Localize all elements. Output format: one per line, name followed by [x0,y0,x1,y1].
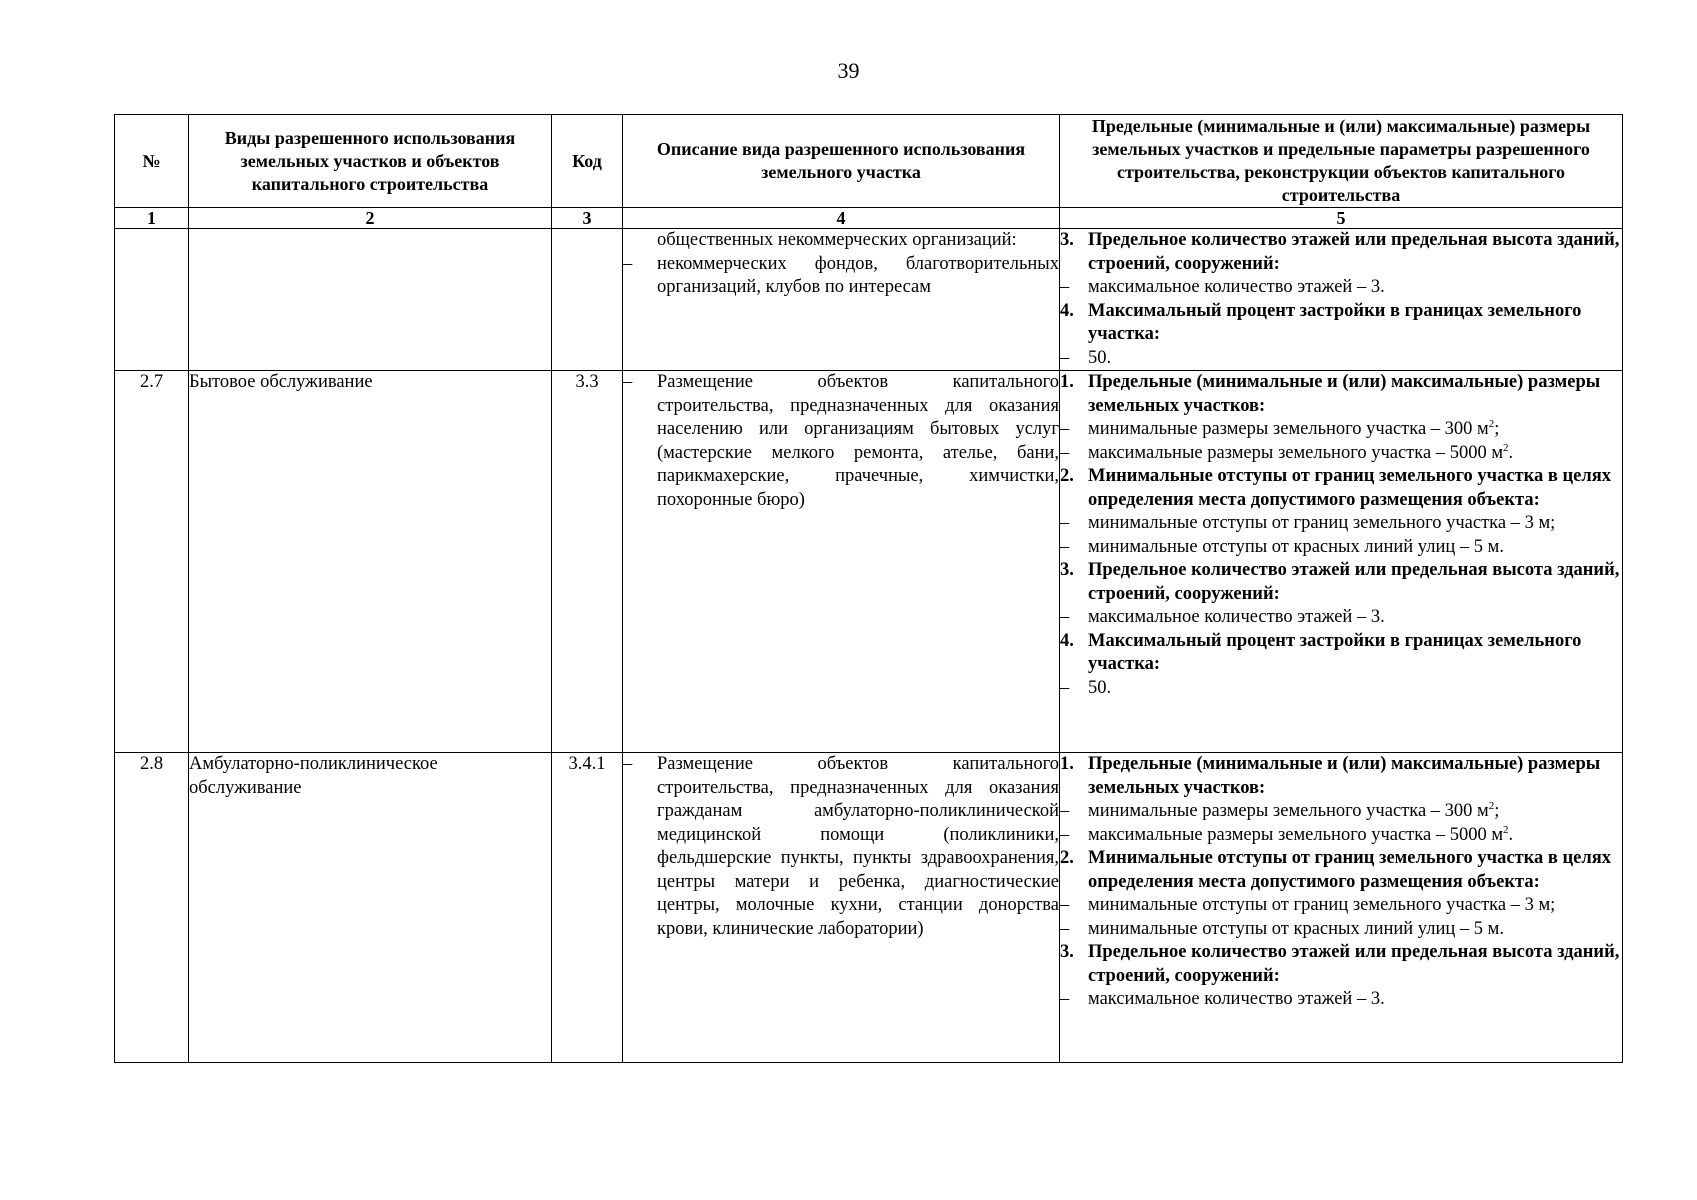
description-item: – Размещение объектов капитального строительства, предназначенных для оказания населению или организациям бытовых услуг (мастерские мелкого ремонта, ателье, бани, парикмахерские, прачечные, химчистки, похоронные бюро) [623,372,1059,510]
header-col-number: № [115,115,189,208]
use-description [623,753,1060,1063]
parameter-item: – максимальное количество этажей – 3. [1060,607,1385,627]
parameter-item: – минимальные отступы от красных линий улиц – 5 м. [1060,918,1504,939]
column-number: 5 [1060,208,1623,229]
parameter-item: – максимальное количество этажей – 3. [1060,989,1385,1009]
table-row [115,371,1623,753]
use-description [623,371,1060,753]
table-row [115,753,1623,1063]
row-number: 2.8 [115,753,189,1063]
column-number: 1 [115,208,189,229]
parameter-heading: 2. Минимальные отступы от границ земельного участка в целях определения места допустимого размещения объекта: [1060,848,1611,892]
parameter-heading: 4. Максимальный процент застройки в границах земельного участка: [1060,630,1582,674]
parameter-item: – минимальные размеры земельного участка – 300 $м^2$; [1060,799,1500,821]
use-description [623,229,1060,371]
use-parameters [1060,753,1623,1063]
use-type-name [189,229,552,371]
header-col-description: Описание вида разрешенного использования земельного участка [623,115,1060,208]
parameter-heading: 3. Предельное количество этажей или предельная высота зданий, строений, сооружений: [1060,942,1620,986]
column-number: 4 [623,208,1060,229]
column-number-row [115,208,1623,229]
column-number: 3 [552,208,623,229]
parameter-item: – минимальные отступы от границ земельного участка – 3 м; [1060,513,1556,533]
table-row [115,229,1623,371]
parameter-item: – 50. [1060,347,1112,368]
parameter-heading: 4. Максимальный процент застройки в границах земельного участка: [1060,300,1582,344]
row-number [115,229,189,371]
parameter-item: – максимальные размеры земельного участка – 5000 $м^2$. [1060,823,1514,845]
parameter-item: – 50. [1060,677,1112,698]
use-type-name: Амбулаторно-поликлиническое обслуживание [189,753,552,1063]
header-row [115,115,1623,208]
parameter-item: – минимальные размеры земельного участка – 300 $м^2$; [1060,417,1500,439]
use-code: 3.4.1 [552,753,623,1063]
use-code: 3.3 [552,371,623,753]
description-item: – некоммерческих фондов, благотворительных организаций, клубов по интересам [623,253,1059,297]
row-number: 2.7 [115,371,189,753]
parameter-heading: 1. Предельные (минимальные и (или) максимальные) размеры земельных участков: [1060,372,1601,416]
header-col-code: Код [552,115,623,208]
description-item: – Размещение объектов капитального строительства, предназначенных для оказания гражданам амбулаторно-поликлинической медицинской помощи (поликлиники, фельдшерские пункты, пункты здравоохранения, центры матери и ребенка, диагностические центры, молочные кухни, станции донорства крови, клинические лаборатории) [623,754,1059,939]
header-col-parameters: Предельные (минимальные и (или) максимальные) размеры земельных участков и предельные параметры разрешенного строительства, реконструкции объектов капитального строительства [1060,115,1623,208]
use-type-name: Бытовое обслуживание [189,371,552,753]
description-continuation: общественных некоммерческих организаций: [657,230,1017,250]
parameter-heading: 3. Предельное количество этажей или предельная высота зданий, строений, сооружений: [1060,230,1620,274]
parameter-item: – минимальные отступы от границ земельного участка – 3 м; [1060,895,1556,915]
zoning-table [114,114,1623,1063]
parameter-item: – максимальное количество этажей – 3. [1060,277,1385,297]
use-code [552,229,623,371]
parameter-item: – минимальные отступы от красных линий улиц – 5 м. [1060,536,1504,557]
page-number: 39 [837,58,860,83]
use-parameters [1060,229,1623,371]
parameter-heading: 2. Минимальные отступы от границ земельного участка в целях определения места допустимого размещения объекта: [1060,466,1611,510]
use-parameters [1060,371,1623,753]
parameter-heading: 1. Предельные (минимальные и (или) максимальные) размеры земельных участков: [1060,754,1601,798]
parameter-item: – максимальные размеры земельного участка – 5000 $м^2$. [1060,441,1514,463]
header-col-use-type: Виды разрешенного использования земельных участков и объектов капитального строительства [189,115,552,208]
column-number: 2 [189,208,552,229]
parameter-heading: 3. Предельное количество этажей или предельная высота зданий, строений, сооружений: [1060,560,1620,604]
